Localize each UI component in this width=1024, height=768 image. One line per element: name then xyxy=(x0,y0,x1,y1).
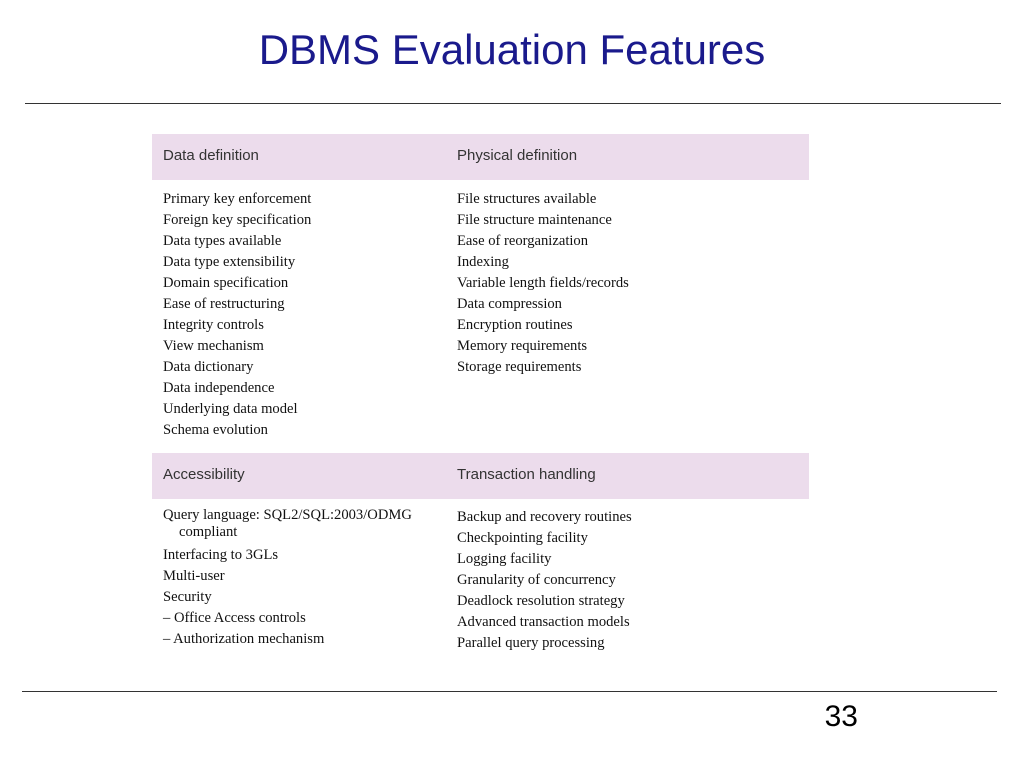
list-item: Checkpointing facility xyxy=(457,530,588,546)
list-item: Multi-user xyxy=(163,568,225,584)
list-item: Data type extensibility xyxy=(163,254,296,270)
list-item: Ease of reorganization xyxy=(457,233,589,249)
list-item: Data types available xyxy=(163,233,282,249)
data-definition-list xyxy=(163,189,311,441)
list-item: Parallel query processing xyxy=(457,635,605,651)
list-item: Deadlock resolution strategy xyxy=(457,593,625,609)
transaction-handling-list xyxy=(457,507,632,654)
list-item: – Authorization mechanism xyxy=(163,631,325,647)
list-item: Encryption routines xyxy=(457,317,573,333)
list-item: Interfacing to 3GLs xyxy=(163,547,279,563)
list-item: Data dictionary xyxy=(163,359,254,375)
header-transaction-handling: Transaction handling xyxy=(457,466,596,483)
page-number: 33 xyxy=(824,700,858,733)
header-accessibility: Accessibility xyxy=(163,466,245,483)
list-item: Foreign key specification xyxy=(163,212,312,228)
list-item: Schema evolution xyxy=(163,422,268,438)
list-item: Granularity of concurrency xyxy=(457,572,616,588)
physical-definition-list xyxy=(457,189,629,378)
top-divider xyxy=(25,103,1001,104)
list-item: Underlying data model xyxy=(163,401,298,417)
section-header-band-2 xyxy=(152,453,809,499)
list-item: Memory requirements xyxy=(457,338,588,354)
list-item: File structure maintenance xyxy=(457,212,612,228)
list-item: Data compression xyxy=(457,296,562,312)
list-item: Security xyxy=(163,589,212,605)
section-header-band-1 xyxy=(152,134,809,180)
slide-title: DBMS Evaluation Features xyxy=(258,26,766,73)
list-item: Integrity controls xyxy=(163,317,264,333)
list-item: Query language: SQL2/SQL:2003/ODMG xyxy=(163,507,412,523)
list-item: Ease of restructuring xyxy=(163,296,285,312)
list-item: Backup and recovery routines xyxy=(457,509,632,525)
list-item: Logging facility xyxy=(457,551,552,567)
header-data-definition: Data definition xyxy=(163,147,259,164)
list-item: Domain specification xyxy=(163,275,289,291)
bottom-divider xyxy=(22,691,997,692)
list-item: Advanced transaction models xyxy=(457,614,630,630)
list-item-continuation: compliant xyxy=(179,524,238,540)
list-item: Primary key enforcement xyxy=(163,191,312,207)
list-item: View mechanism xyxy=(163,338,264,354)
accessibility-list xyxy=(163,507,412,650)
list-item: Variable length fields/records xyxy=(457,275,629,291)
header-physical-definition: Physical definition xyxy=(457,147,578,164)
list-item: File structures available xyxy=(457,191,597,207)
list-item: Indexing xyxy=(457,254,509,270)
list-item: Storage requirements xyxy=(457,359,582,375)
evaluation-features-table xyxy=(152,134,809,664)
list-item: Data independence xyxy=(163,380,275,396)
list-item: – Office Access controls xyxy=(163,610,306,626)
